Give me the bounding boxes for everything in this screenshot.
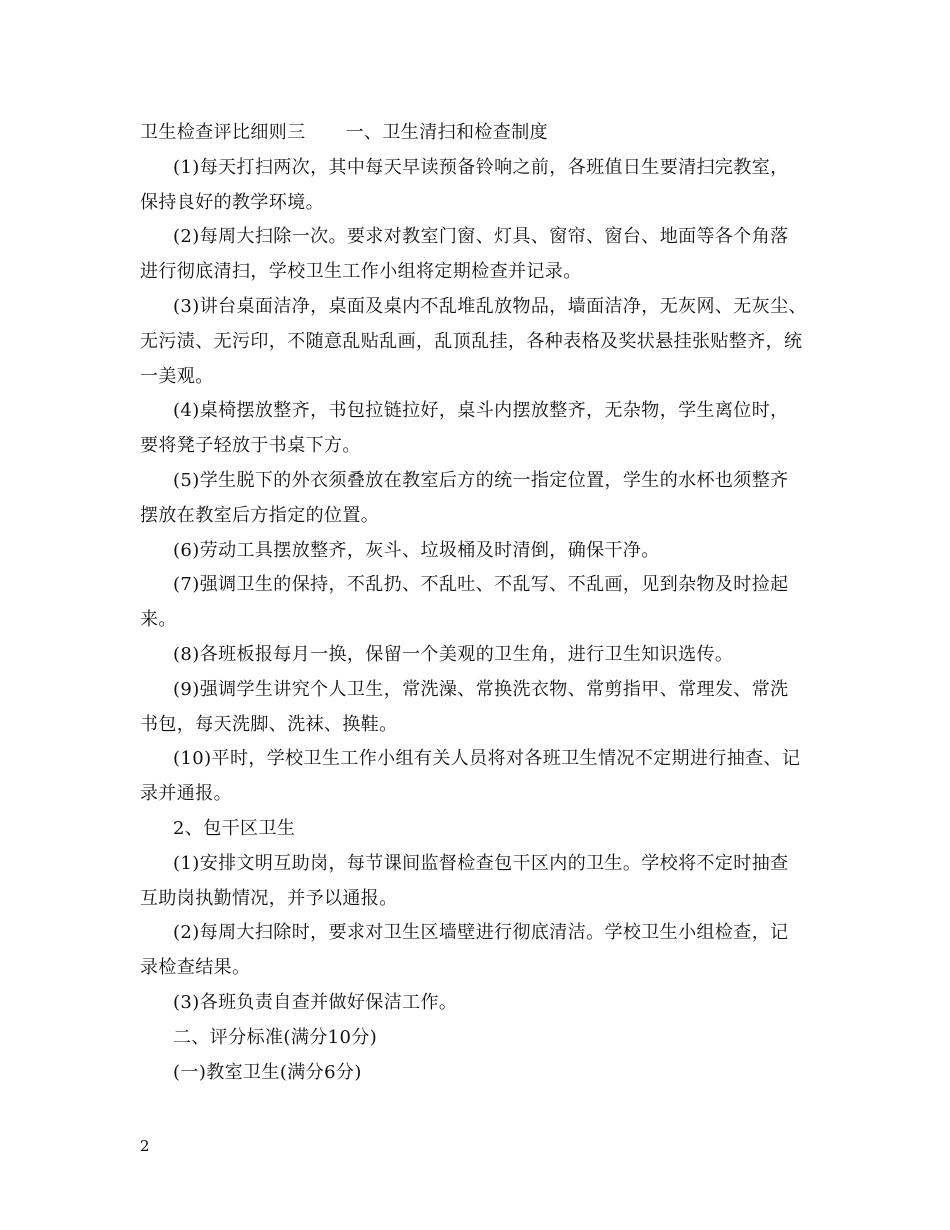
page-number: 2 [140,1137,150,1155]
text-line: (2)每周大扫除时，要求对卫生区墙壁进行彻底清洁。学校卫生小组检查，记 [173,922,789,944]
text-line: 书包，每天洗脚、洗袜、换鞋。 [140,713,398,735]
text-line: 录并通报。 [140,783,232,805]
section-heading: 一、卫生清扫和检查制度 [345,122,549,143]
text-line: 来。 [140,609,177,631]
document-body [140,116,820,1090]
text-line: 互助岗执勤情况，并予以通报。 [140,887,398,909]
title-line [140,116,820,151]
text-line: (6)劳动工具摆放整齐，灰斗、垃圾桶及时清倒，确保干净。 [173,539,660,561]
text-line: 摆放在教室后方指定的位置。 [140,504,380,526]
text-line: 要将凳子轻放于书桌下方。 [140,435,361,457]
text-line: (1)每天打扫两次，其中每天早读预备铃响之前，各班值日生要清扫完教室， [173,156,789,178]
text-line: 无污渍、无污印，不随意乱贴乱画，乱顶乱挂，各种表格及奖状悬挂张贴整齐，统 [140,330,803,352]
text-line: (3)各班负责自查并做好保洁工作。 [173,991,458,1013]
document-title: 卫生检查评比细则三 [140,122,306,143]
text-line: (10)平时，学校卫生工作小组有关人员将对各班卫生情况不定期进行抽查、记 [173,748,801,770]
text-line: 录检查结果。 [140,957,251,979]
text-line: 保持良好的教学环境。 [140,191,324,213]
text-line: (5)学生脱下的外衣须叠放在教室后方的统一指定位置，学生的水杯也须整齐 [173,469,789,491]
text-line: (9)强调学生讲究个人卫生，常洗澡、常换洗衣物、常剪指甲、常理发、常洗 [173,678,789,700]
text-line: (1)安排文明互助岗，每节课间监督检查包干区内的卫生。学校将不定时抽查 [173,852,789,874]
text-line: (7)强调卫生的保持，不乱扔、不乱吐、不乱写、不乱画，见到杂物及时捡起 [173,574,789,596]
text-line: 2、包干区卫生 [173,817,296,839]
text-line: 进行彻底清扫，学校卫生工作小组将定期检查并记录。 [140,261,582,283]
text-line: (8)各班板报每月一换，保留一个美观的卫生角，进行卫生知识选传。 [173,643,734,665]
text-line: (2)每周大扫除一次。要求对教室门窗、灯具、窗帘、窗台、地面等各个角落 [173,226,789,248]
text-line: (一)教室卫生(满分6分) [173,1061,362,1083]
text-line: (4)桌椅摆放整齐，书包拉链拉好，桌斗内摆放整齐，无杂物，学生离位时， [173,400,789,422]
text-line: 一美观。 [140,365,214,387]
paragraph-lines [140,151,820,1091]
text-line: 二、评分标准(满分10分) [173,1026,378,1048]
text-line: (3)讲台桌面洁净，桌面及桌内不乱堆乱放物品，墙面洁净，无灰网、无灰尘、 [173,295,807,317]
